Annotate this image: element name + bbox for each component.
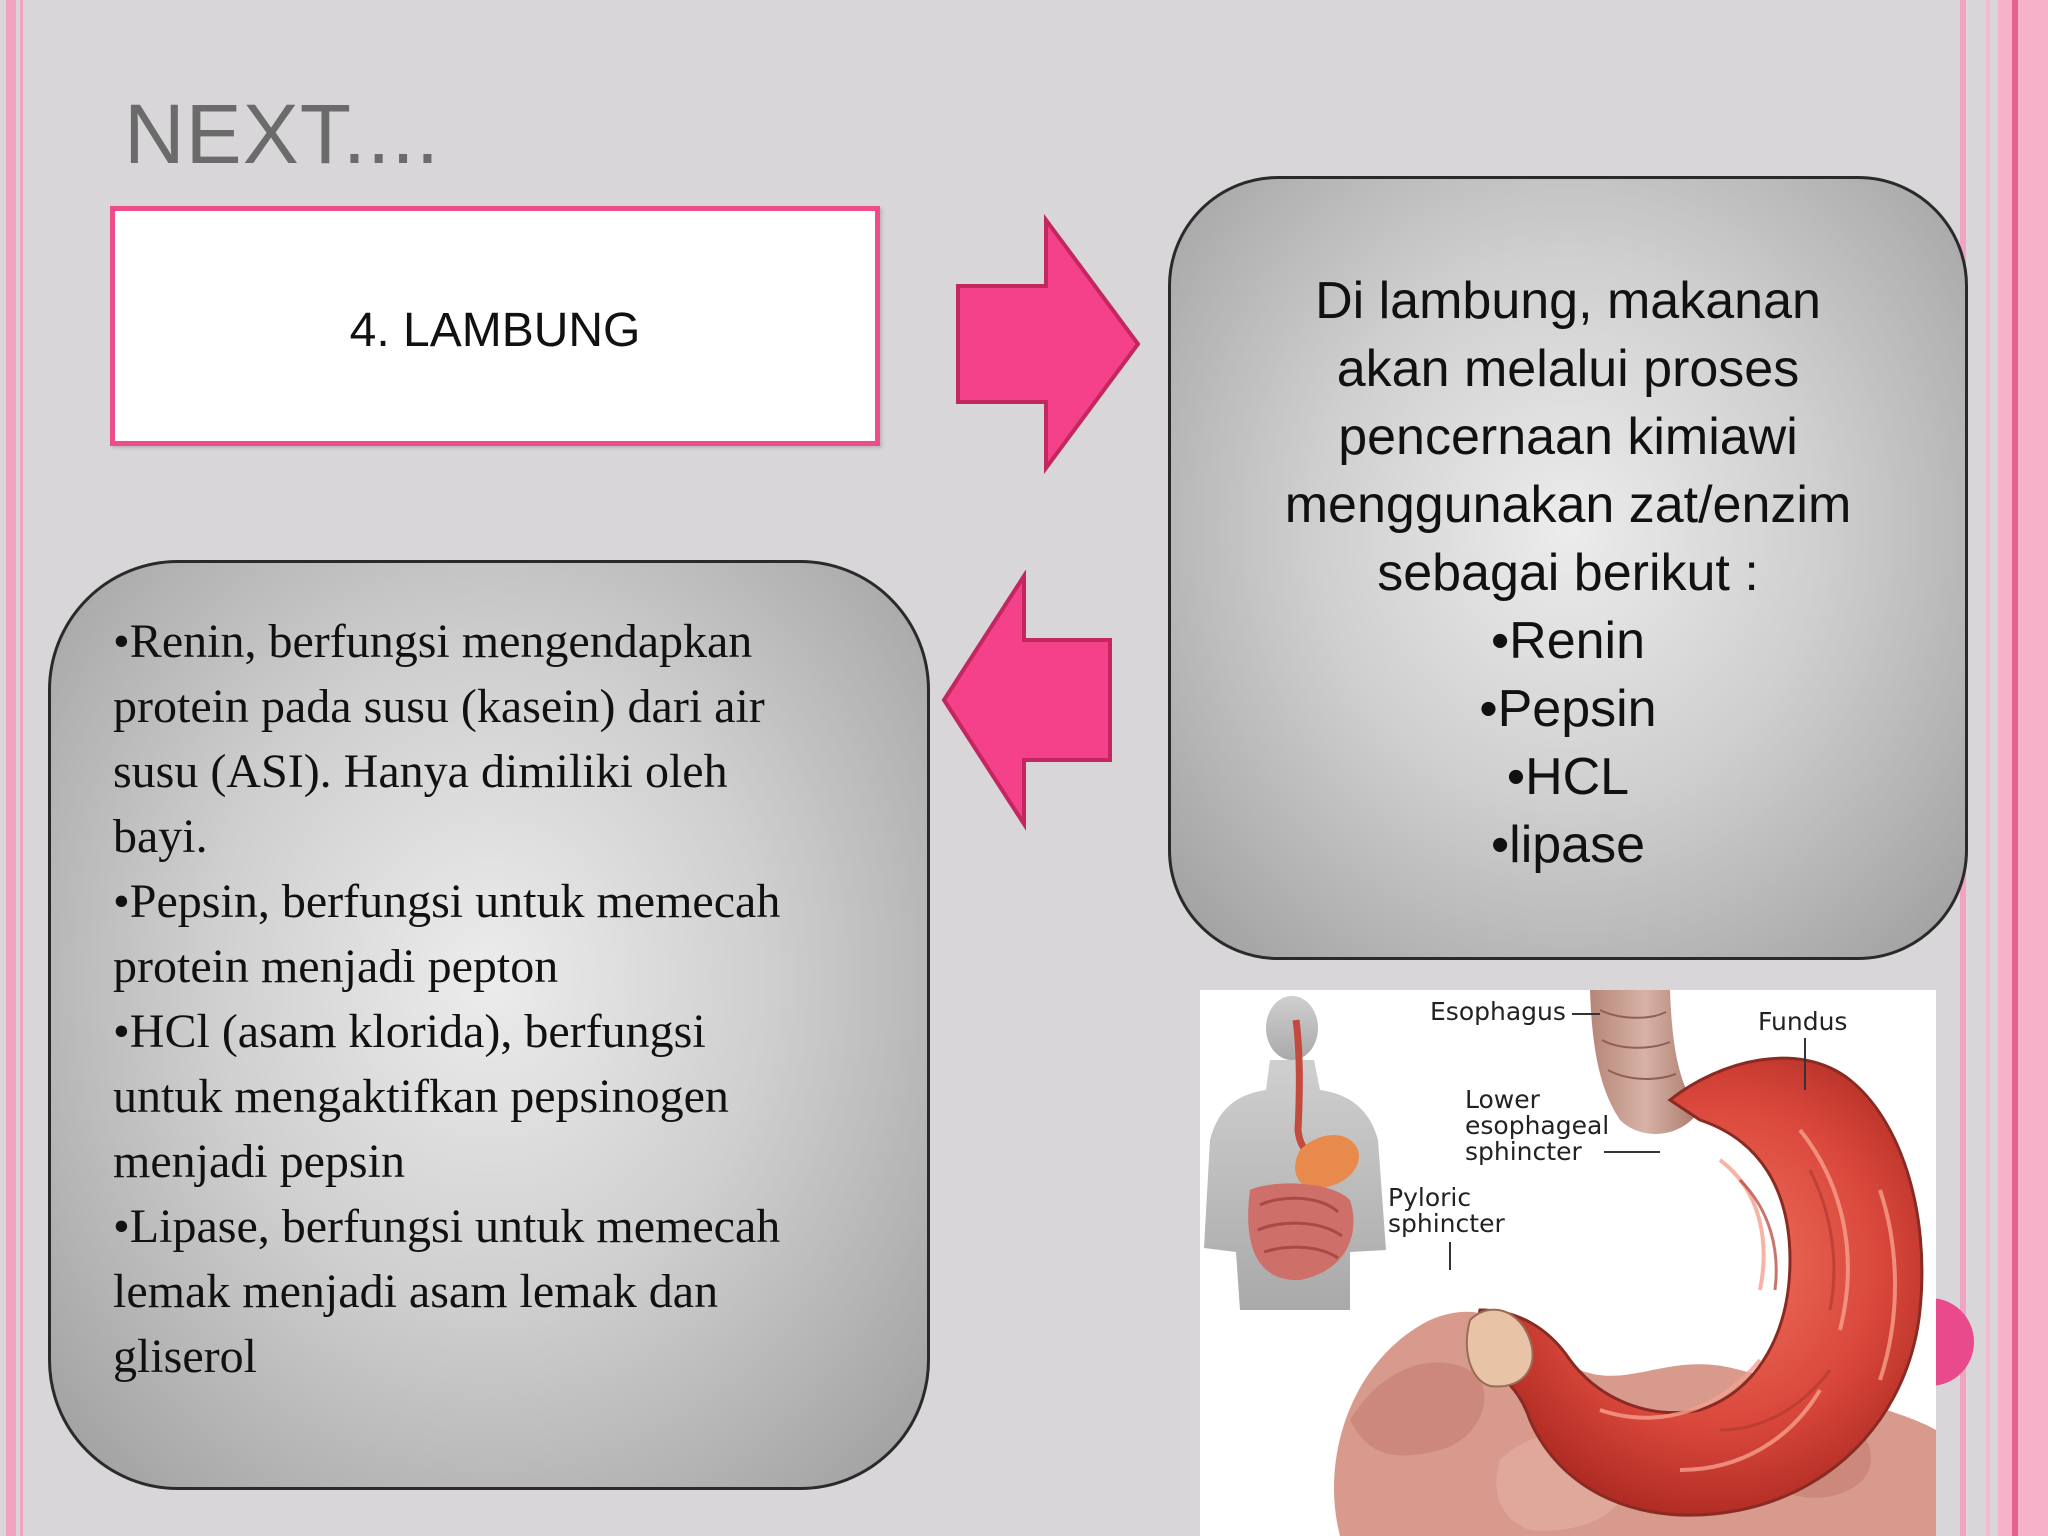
enzyme-summary-text <box>1171 267 1965 879</box>
stomach-illustration <box>1200 990 1936 1536</box>
right-border-accent <box>2012 0 2018 1536</box>
label-lower-1: Lower <box>1465 1085 1540 1114</box>
summary-line: akan melalui proses <box>1336 340 1800 398</box>
function-line: •Lipase, berfungsi untuk memecah <box>113 1200 781 1253</box>
enzyme-function-panel <box>48 560 930 1490</box>
function-line: bayi. <box>113 810 208 863</box>
enzyme-item-pepsin: •Pepsin <box>1479 680 1657 738</box>
summary-line: menggunakan zat/enzim <box>1284 476 1852 534</box>
right-border-stripe-2 <box>1986 0 1990 1536</box>
body-figure-icon <box>1204 996 1386 1310</box>
function-line: susu (ASI). Hanya dimiliki oleh <box>113 745 728 798</box>
summary-line: sebagai berikut : <box>1377 544 1759 602</box>
topic-box <box>110 206 880 446</box>
function-line: •HCl (asam klorida), berfungsi <box>113 1005 706 1058</box>
left-border-stripe <box>6 0 16 1536</box>
enzyme-function-text <box>113 609 913 1389</box>
function-line: •Renin, berfungsi mengendapkan <box>113 615 753 668</box>
right-arrow-icon <box>950 214 1150 474</box>
label-lower-2: esophageal <box>1465 1111 1610 1140</box>
function-line: gliserol <box>113 1330 257 1383</box>
left-arrow-icon <box>938 570 1118 832</box>
enzyme-item-hcl: •HCL <box>1506 748 1630 806</box>
function-line: untuk mengaktifkan pepsinogen <box>113 1070 729 1123</box>
function-line: protein menjadi pepton <box>113 940 559 993</box>
label-lower-3: sphincter <box>1465 1137 1582 1166</box>
topic-label: 4. LAMBUNG <box>349 304 641 357</box>
function-line: •Pepsin, berfungsi untuk memecah <box>113 875 781 928</box>
right-border-band <box>1998 0 2048 1536</box>
slide-title: NEXT.... <box>124 87 441 181</box>
summary-line: Di lambung, makanan <box>1315 272 1821 330</box>
function-line: lemak menjadi asam lemak dan <box>113 1265 719 1318</box>
label-esophagus: Esophagus <box>1430 997 1566 1026</box>
label-fundus: Fundus <box>1758 1007 1848 1036</box>
enzyme-summary-panel <box>1168 176 1968 960</box>
summary-line: pencernaan kimiawi <box>1338 408 1798 466</box>
enzyme-item-lipase: •lipase <box>1490 816 1646 874</box>
function-line: menjadi pepsin <box>113 1135 405 1188</box>
label-pyloric-2: sphincter <box>1388 1209 1505 1238</box>
pink-half-circle-decoration <box>1930 1298 1974 1386</box>
enzyme-item-renin: •Renin <box>1490 612 1646 670</box>
function-line: protein pada susu (kasein) dari air <box>113 680 765 733</box>
left-border-thin-stripe <box>20 0 23 1536</box>
label-pyloric-1: Pyloric <box>1388 1183 1472 1212</box>
